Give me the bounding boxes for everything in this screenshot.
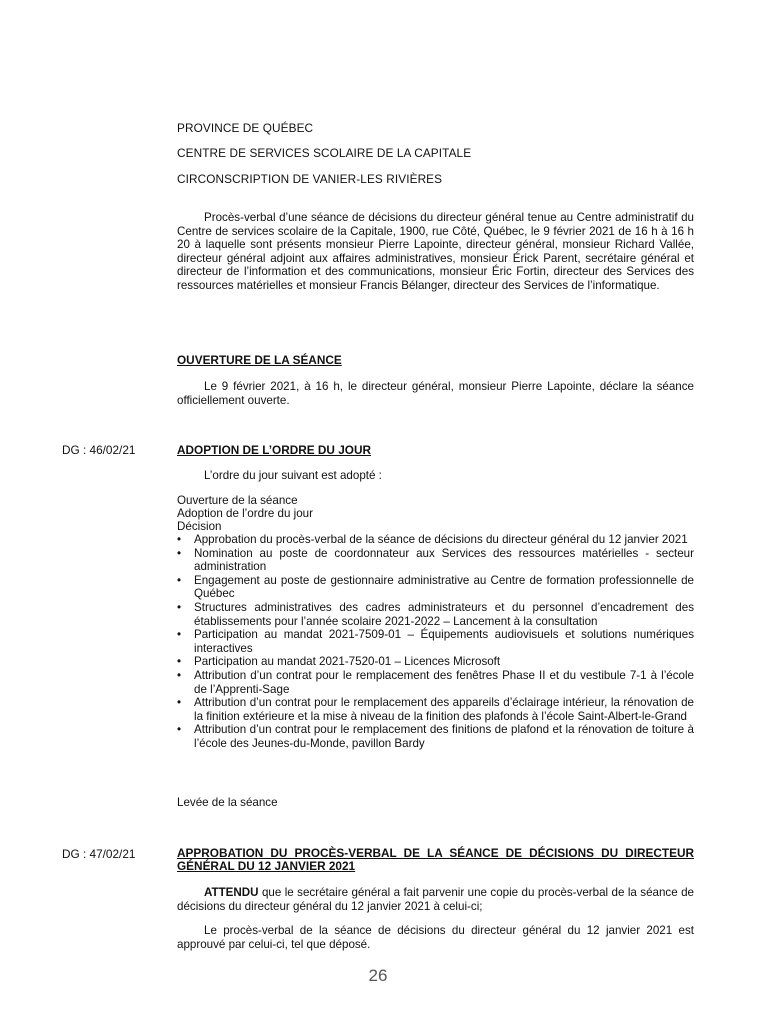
decision-number-46: DG : 46/02/21 (62, 443, 136, 457)
adoption-paragraph: L’ordre du jour suivant est adopté : (204, 469, 382, 482)
list-item (177, 669, 694, 696)
list-item (177, 628, 694, 655)
bullet-icon: • (177, 533, 182, 546)
intro-paragraph: Procès-verbal d’une séance de décisions du directeur général tenue au Centre administratif du Centre de services scolaire de la Capitale, 1900, rue Côté, Québec, le 9 février 2021 de 16 h à 16 h 20 à laquelle sont présents monsieur Pierre Lapointe, directeur général, monsieur Richard Vallée, directeur général adjoint aux affaires administratives, monsieur Érick Parent, secrétaire général et directeur de l’information et des communications, monsieur Éric Fortin, directeur des Services des ressources matérielles et monsieur Francis Bélanger, directeur des Services de l’informatique. (177, 211, 694, 292)
header-province: PROVINCE DE QUÉBEC (177, 121, 314, 135)
section-title-approbation: APPROBATION DU PROCÈS-VERBAL DE LA SÉANCE DE DÉCISIONS DU DIRECTEUR GÉNÉRAL DU 12 JANVIER 2021 (177, 846, 694, 873)
section-title-ouverture: OUVERTURE DE LA SÉANCE (177, 353, 342, 367)
header-centre: CENTRE DE SERVICES SCOLAIRE DE LA CAPITALE (177, 146, 472, 160)
page-number: 26 (368, 966, 388, 985)
bullet-icon: • (177, 723, 182, 737)
list-item-text: Participation au mandat 2021-7509-01 – Équipements audiovisuels et solutions numériques interactives (194, 628, 694, 655)
agenda-bullet-list (177, 533, 694, 751)
resolution-paragraph: Le procès-verbal de la séance de décisions du directeur général du 12 janvier 2021 est approuvé par celui-ci, tel que déposé. (177, 924, 694, 951)
header-circonscription: CIRCONSCRIPTION DE VANIER-LES RIVIÈRES (177, 172, 443, 186)
list-item-text: Attribution d’un contrat pour le remplacement des fenêtres Phase II et du vestibule 7-1 à l’école de l’Apprenti-Sage (194, 668, 694, 696)
attendu-keyword: ATTENDU (204, 886, 259, 899)
bullet-icon: • (177, 600, 182, 614)
list-item (177, 723, 694, 750)
bullet-icon: • (177, 696, 182, 710)
attendu-text: que le secrétaire général a fait parvenir une copie du procès-verbal de la séance de décisions du directeur général du 12 janvier 2021 à celui-ci; (177, 886, 694, 913)
list-item-text: Approbation du procès-verbal de la séance de décisions du directeur général du 12 janvier 2021 (194, 533, 688, 546)
list-item (177, 696, 694, 723)
decision-number-47: DG : 47/02/21 (62, 847, 136, 861)
list-item (177, 655, 694, 669)
ouverture-paragraph: Le 9 février 2021, à 16 h, le directeur général, monsieur Pierre Lapointe, déclare la séance officiellement ouverte. (177, 380, 694, 407)
list-item-text: Attribution d’un contrat pour le remplacement des finitions de plafond et la rénovation de toiture à l’école des Jeunes-du-Monde, pavillon Bardy (194, 723, 694, 750)
agenda-item-adoption: Adoption de l’ordre du jour (177, 507, 313, 520)
list-item (177, 533, 694, 547)
list-item-text: Nomination au poste de coordonnateur aux Services des ressources matérielles - secteur administration (194, 546, 694, 574)
agenda-item-decision: Décision (177, 520, 222, 533)
list-item-text: Structures administratives des cadres administrateurs et du personnel d’encadrement des établissements pour l’année scolaire 2021-2022 – Lancement à la consultation (194, 600, 694, 628)
list-item-text: Participation au mandat 2021-7520-01 – Licences Microsoft (194, 655, 501, 669)
section-title-adoption: ADOPTION DE L’ORDRE DU JOUR (177, 443, 372, 457)
list-item (177, 601, 694, 628)
bullet-icon: • (177, 573, 182, 587)
agenda-item-levee: Levée de la séance (177, 796, 278, 809)
list-item-text: Engagement au poste de gestionnaire administrative au Centre de formation professionnelle de Québec (194, 573, 694, 601)
bullet-icon: • (177, 546, 182, 560)
list-item (177, 547, 694, 574)
list-item (177, 574, 694, 601)
bullet-icon: • (177, 628, 182, 642)
bullet-icon: • (177, 668, 182, 682)
agenda-item-ouverture: Ouverture de la séance (177, 494, 298, 507)
attendu-paragraph (177, 886, 694, 913)
bullet-icon: • (177, 655, 182, 669)
list-item-text: Attribution d’un contrat pour le remplacement des appareils d’éclairage intérieur, la rénovation de la finition extérieure et la mise à niveau de la finition des plafonds à l’école Saint-Albert-le-Grand (194, 696, 694, 723)
